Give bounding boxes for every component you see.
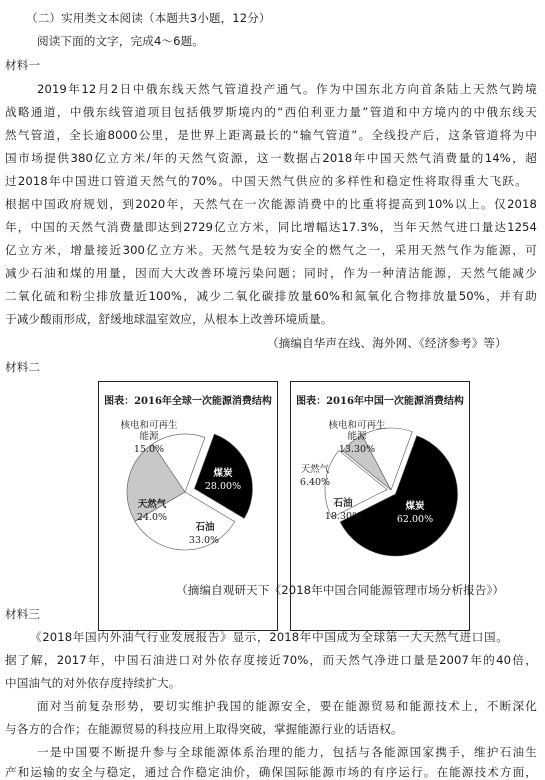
m1-line: 然气管道，全长逾8000公里，是世界上距离最长的“输气管道”。全线投产后，这条管道将为中 [5, 128, 537, 142]
section-heading: （二）实用类文本阅读（本题共3小题，12分） [26, 11, 271, 25]
m1-source: （摘编自华声在线、海外网、《经济参考》等） [267, 336, 507, 350]
m1-line: 亿立方米，增量接近300亿立方米。天然气是较为安全的燃气之一，采用天然气作为能源，可 [5, 243, 537, 257]
chart-title: 图表：2016年中国一次能源消费结构 [296, 396, 464, 407]
m1-line: 减少石油和煤的用量，因而大大改善环境污染问题；同时，作为一种清洁能源，天然气能减少 [5, 266, 537, 280]
slice-name-gas: 天然气 [137, 499, 167, 510]
slice-name-coal: 煤炭 [405, 501, 425, 512]
slice-name-renewables: 核电和可再生能源 [328, 420, 386, 442]
slice-name-coal: 煤炭 [213, 468, 233, 479]
m1-line: 过2018年中国进口管道天然气的70%。中国天然气供应的多样性和稳定性将取得重大飞跃。 [5, 174, 527, 188]
m3-line: 中国油气的对外依存度持续扩大。 [5, 676, 181, 690]
m3-line: 一是中国要不断提升参与全球能源体系治理的能力，包括与各能源国家携手，维护石油生 [37, 745, 537, 759]
m3-line: 面对当前复杂形势，要切实维护我国的能源安全，要在能源贸易和能源技术上，不断深化 [37, 699, 537, 713]
chart-title: 图表：2016年全球一次能源消费结构 [104, 396, 272, 407]
instruction: 阅读下面的文字，完成4～6题。 [37, 34, 204, 48]
slice-name-oil: 石油 [195, 522, 215, 533]
slice-value-oil: 18.30% [324, 511, 362, 522]
m1-line: 2019年12月2日中俄东线天然气管道投产通气。作为中国东北方向首条陆上天然气跨境 [37, 82, 537, 96]
slice-value-renewables: 13.30% [338, 444, 376, 455]
material-3-label: 材料三 [5, 607, 41, 621]
m1-line: 年，中国的天然气消费量即达到2729亿立方米，同比增幅达17.3%，当年天然气进口量达1254 [5, 220, 537, 234]
slice-value-coal: 62.00% [396, 514, 434, 525]
m1-line: 战略通道，中俄东线管道项目包括俄罗斯境内的“西伯利亚力量”管道和中方境内的中俄东线天 [5, 105, 537, 119]
m3-line: 产和运输的安全与稳定，通过合作稳定油价，确保国际能源市场的有序运行。在能源技术方面， [5, 765, 537, 779]
material-2-label: 材料二 [5, 360, 41, 374]
slice-value-renewables: 15.0% [133, 444, 165, 455]
slice-name-oil: 石油 [333, 498, 353, 509]
m1-line: 二氧化硫和粉尘排放量近100%，减少二氧化碳排放量60%和氮氧化合物排放量50%，并有助 [5, 289, 537, 303]
m1-line: 根据中国政府规划，到2020年，天然气在一次能源消费中的比重将提高到10%以上。仅2018 [5, 197, 537, 211]
slice-value-coal: 28.00% [204, 481, 242, 492]
slice-value-gas: 24.0% [136, 512, 168, 523]
m3-line: 与各方的合作；在能源贸易的科技应用上取得突破，掌握能源行业的话语权。 [5, 722, 403, 736]
slice-value-gas: 6.40% [299, 477, 331, 488]
slice-name-gas: 天然气 [300, 464, 330, 475]
material-1-label: 材料一 [5, 58, 41, 72]
m1-line: 于减少酸雨形成，舒缓地球温室效应，从根本上改善环境质量。 [5, 312, 333, 326]
m1-line: 国市场提供380亿立方米/年的天然气资源，这一数据占2018年中国天然气消费量的14%，超 [5, 151, 537, 165]
m3-line: 《2018年国内外油气行业发展报告》显示，2018年中国成为全球第一大天然气进口国。 [30, 630, 508, 644]
m2-source: （摘编自观研天下《2018年中国合同能源管理市场分析报告》） [176, 583, 505, 597]
m3-line: 据了解，2017年，中国石油进口对外依存度接近70%，而天然气净进口量是2007年的40倍， [5, 653, 537, 667]
slice-name-renewables: 核电和可再生能源 [120, 420, 178, 442]
slice-value-oil: 33.0% [188, 535, 220, 546]
